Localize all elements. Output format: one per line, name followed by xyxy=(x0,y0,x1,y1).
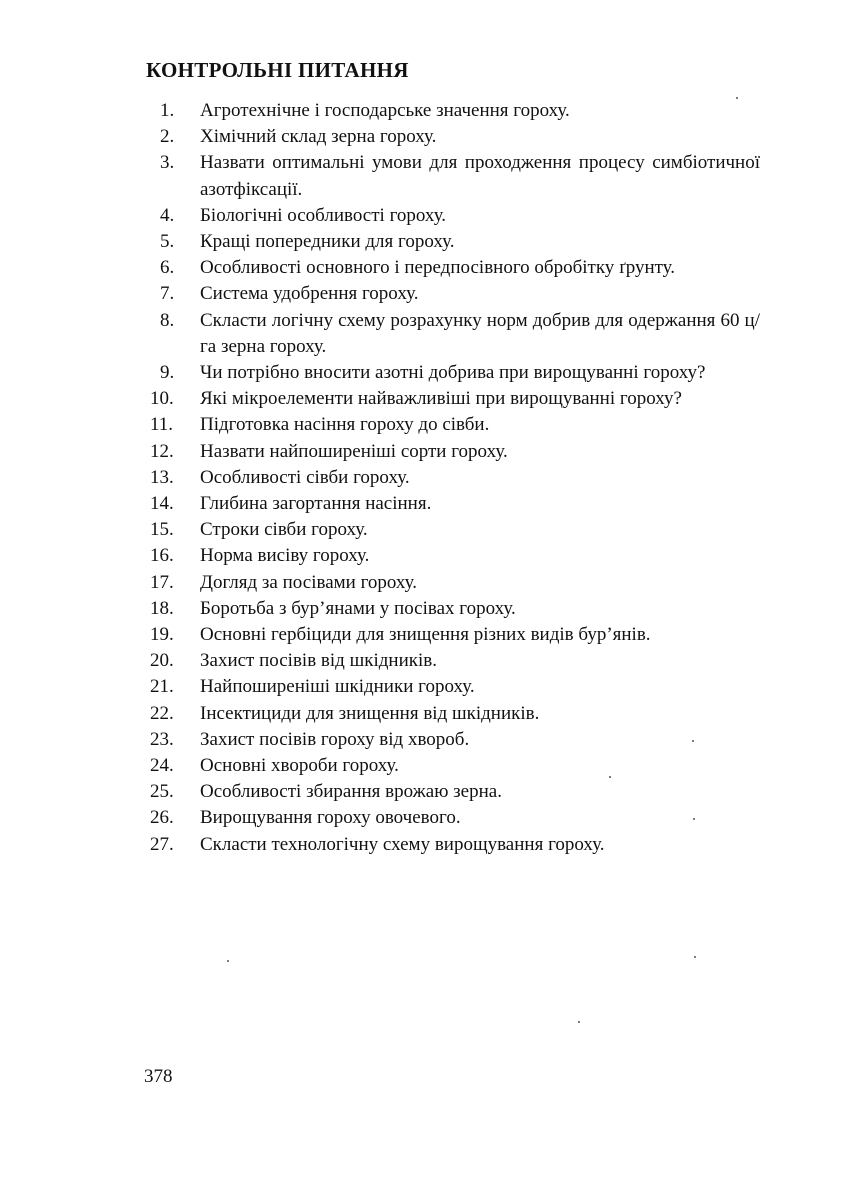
scan-speck xyxy=(578,1021,580,1023)
question-number: 27. xyxy=(150,833,174,855)
scan-speck xyxy=(692,740,694,742)
question-item xyxy=(150,570,760,596)
question-text: Догляд за посівами гороху. xyxy=(200,571,418,593)
question-item xyxy=(150,308,760,360)
question-item xyxy=(150,439,760,465)
question-number: 12. xyxy=(150,440,174,462)
question-item xyxy=(150,465,760,491)
question-text: Назвати найпоширеніші сорти гороху. xyxy=(200,440,508,462)
question-number: 5. xyxy=(160,231,175,253)
page-heading: КОНТРОЛЬНІ ПИТАННЯ xyxy=(146,58,409,82)
question-text: Біологічні особливості гороху. xyxy=(200,204,447,226)
question-text: Система удобрення гороху. xyxy=(200,283,419,305)
question-text: Хімічний склад зерна гороху. xyxy=(200,126,437,148)
question-text: Основні гербіциди для знищення різних видів бур’янів. xyxy=(200,624,651,646)
question-number: 13. xyxy=(150,466,174,488)
question-number: 2. xyxy=(160,126,175,148)
question-item xyxy=(150,229,760,255)
question-text: Підготовка насіння гороху до сівби. xyxy=(200,414,490,436)
question-text: Особливості основного і передпосівного обробітку ґрунту. xyxy=(200,257,676,279)
question-item xyxy=(150,281,760,307)
question-text: Агротехнічне і господарське значення гороху. xyxy=(200,100,570,121)
question-number: 25. xyxy=(150,781,174,803)
question-item xyxy=(150,832,760,858)
question-text: Кращі попередники для гороху. xyxy=(200,231,455,253)
question-number: 6. xyxy=(160,257,175,279)
question-text: Вирощування гороху овочевого. xyxy=(200,807,461,829)
question-item xyxy=(150,648,760,674)
question-number: 11. xyxy=(150,414,174,436)
question-item xyxy=(150,779,760,805)
scan-speck xyxy=(227,960,229,962)
question-number: 18. xyxy=(150,597,174,619)
question-number: 1. xyxy=(160,100,175,121)
question-number: 22. xyxy=(150,702,174,724)
question-item xyxy=(150,805,760,831)
question-item xyxy=(150,203,760,229)
question-number: 21. xyxy=(150,676,174,698)
question-text: Скласти технологічну схему вирощування гороху. xyxy=(200,833,605,855)
question-number: 26. xyxy=(150,807,174,829)
question-item xyxy=(150,360,760,386)
question-number: 9. xyxy=(160,362,175,384)
question-number: 3. xyxy=(160,152,175,174)
question-item xyxy=(150,412,760,438)
question-item xyxy=(150,491,760,517)
question-number: 4. xyxy=(160,204,175,226)
scan-speck xyxy=(694,956,696,958)
question-number: 20. xyxy=(150,650,174,672)
question-item xyxy=(150,701,760,727)
question-text: Інсектициди для знищення від шкідників. xyxy=(200,702,540,724)
question-text: Строки сівби гороху. xyxy=(200,519,368,541)
question-text: Скласти логічну схему розрахунку норм добрив для одержання 60 ц/га зерна гороху. xyxy=(200,309,760,357)
question-item xyxy=(150,386,760,412)
question-item xyxy=(150,150,760,202)
question-item xyxy=(150,124,760,150)
question-item xyxy=(150,596,760,622)
question-number: 14. xyxy=(150,493,174,515)
question-item xyxy=(150,255,760,281)
question-text: Чи потрібно вносити азотні добрива при вирощуванні гороху? xyxy=(200,362,706,384)
question-text: Глибина загортання насіння. xyxy=(200,493,432,515)
question-number: 19. xyxy=(150,624,174,646)
question-number: 8. xyxy=(160,309,175,331)
question-text: Особливості сівби гороху. xyxy=(200,466,410,488)
question-number: 15. xyxy=(150,519,174,541)
scan-speck xyxy=(736,97,738,99)
question-item xyxy=(150,98,760,124)
question-text: Які мікроелементи найважливіші при вирощуванні гороху? xyxy=(200,388,682,410)
question-text: Норма висіву гороху. xyxy=(200,545,370,567)
question-item xyxy=(150,727,760,753)
question-text: Основні хвороби гороху. xyxy=(200,755,399,777)
question-number: 7. xyxy=(160,283,175,305)
question-item xyxy=(150,517,760,543)
question-item xyxy=(150,753,760,779)
question-text: Найпоширеніші шкідники гороху. xyxy=(200,676,475,698)
question-number: 10. xyxy=(150,388,174,410)
question-text: Боротьба з бур’янами у посівах гороху. xyxy=(200,597,516,619)
question-item xyxy=(150,622,760,648)
question-text: Назвати оптимальні умови для проходження процесу симбіотичної азотфіксації. xyxy=(200,152,760,200)
scan-speck xyxy=(609,776,611,778)
questions-list xyxy=(150,98,760,858)
question-number: 23. xyxy=(150,728,174,750)
question-number: 24. xyxy=(150,755,174,777)
question-item xyxy=(150,543,760,569)
page-number: 378 xyxy=(144,1066,173,1087)
question-item xyxy=(150,674,760,700)
scan-speck xyxy=(693,818,695,820)
question-text: Особливості збирання врожаю зерна. xyxy=(200,781,502,803)
question-number: 17. xyxy=(150,571,174,593)
question-text: Захист посівів від шкідників. xyxy=(200,650,437,672)
question-number: 16. xyxy=(150,545,174,567)
question-text: Захист посівів гороху від хвороб. xyxy=(200,728,470,750)
